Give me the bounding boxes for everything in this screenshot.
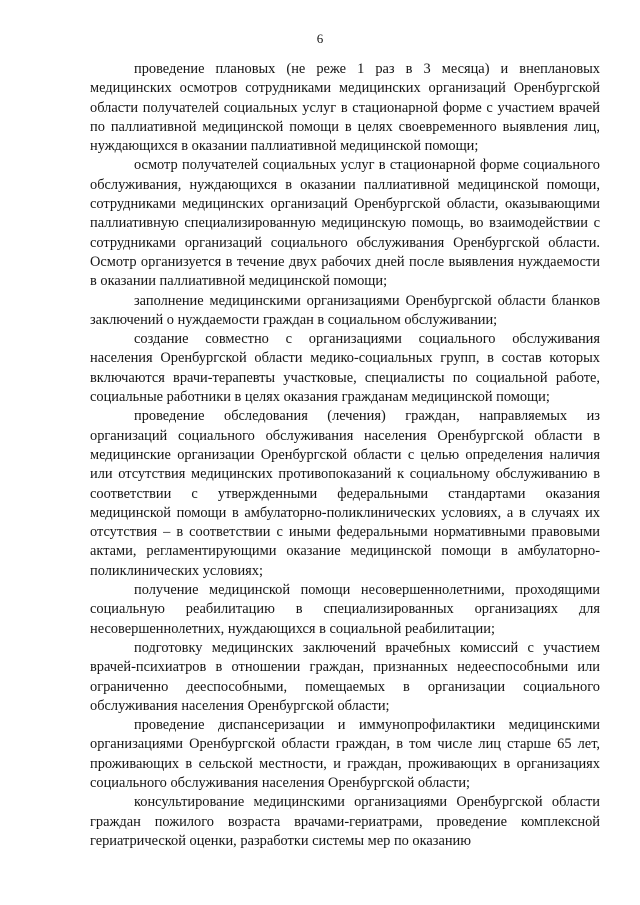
- paragraph-dispensarization: проведение диспансеризации и иммунопрофилактики медицинскими организациями Оренбургской области граждан, в том числе лиц старше 65 лет, проживающих в сельской местности, и граждан, проживающих в организациях социального обслуживания населения Оренбургской области;: [90, 717, 600, 791]
- document-body: [90, 60, 600, 851]
- paragraph-conclusion-forms: заполнение медицинскими организациями Оренбургской области бланков заключений о нуждаемости граждан в социальном обслуживании;: [90, 292, 600, 328]
- page-number: 6: [316, 31, 324, 46]
- paragraph-minors-care: получение медицинской помощи несовершеннолетними, проходящими социальную реабилитацию в специализированных организациях для несовершеннолетних, нуждающихся в социальной реабилитации;: [90, 582, 600, 637]
- paragraph-planned-examinations: проведение плановых (не реже 1 раз в 3 месяца) и внеплановых медицинских осмотров сотрудниками медицинских организаций Оренбургской области получателей социальных услуг в стационарной форме с участием врачей по паллиативной медицинской помощи в целях своевременного выявления лиц, нуждающихся в оказании паллиативной медицинской помощи;: [90, 61, 600, 155]
- paragraph-psychiatric-conclusions: подготовку медицинских заключений врачебных комиссий с участием врачей-психиатров в отношении граждан, признанных недееспособными или ограниченно дееспособными, помещаемых в организации социального обслуживания населения Оренбургской области;: [90, 639, 600, 714]
- paragraph-medico-social-groups: создание совместно с организациями социального обслуживания населения Оренбургской области медико-социальных групп, в состав которых включаются врачи-терапевты участковые, специалисты по социальной работе, социальные работники в целях оказания гражданам медицинской помощи;: [90, 331, 600, 406]
- paragraph-examination-treatment: проведение обследования (лечения) граждан, направляемых из организаций социального обслуживания населения Оренбургской области в медицинские организации Оренбургской области с целью определения наличия или отсутствия медицинских противопоказаний к социальному обслуживанию в соответствии с утвержденными федеральными стандартами оказания медицинской помощи в амбулаторно-поликлинических условиях, а в случаях их отсутствия – в соответствии с иными федеральными нормативными правовыми актами, регламентирующими оказание медицинской помощи в амбулаторно-поликлинических условиях;: [90, 408, 600, 579]
- paragraph-geriatric-consulting: консультирование медицинскими организациями Оренбургской области граждан пожилого возраста врачами-гериатрами, проведение комплексной гериатрической оценки, разработки системы мер по оказанию: [90, 794, 600, 849]
- paragraph-palliative-examination: осмотр получателей социальных услуг в стационарной форме социального обслуживания, нуждающихся в оказании паллиативной медицинской помощи, сотрудниками медицинских организаций Оренбургской области, оказывающими паллиативную специализированную медицинскую помощь, во взаимодействии с сотрудниками организаций социального обслуживания Оренбургской области. Осмотр организуется в течение двух рабочих дней после выявления нуждаемости в оказании паллиативной медицинской помощи;: [90, 157, 600, 290]
